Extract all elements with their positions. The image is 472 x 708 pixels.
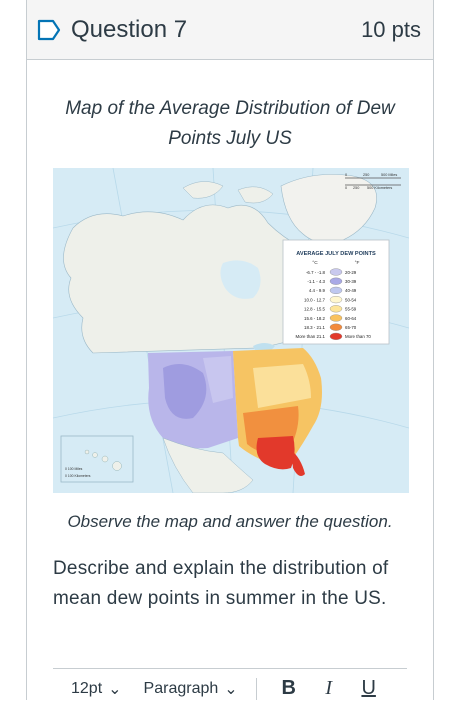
legend-row-celsius: More than 21.1 [295, 334, 325, 340]
legend-row-celsius: 18.3 - 21.1 [304, 325, 325, 330]
legend-row-fahrenheit: More than 70 [345, 334, 371, 340]
legend-row-celsius: -6.7 - -1.8 [305, 269, 325, 275]
svg-text:500 Kilometers: 500 Kilometers [367, 186, 393, 190]
bold-button[interactable]: B [281, 677, 296, 699]
legend-row-fahrenheit: 30-39 [345, 279, 357, 284]
legend-row-celsius: 4.4 - 9.9 [308, 288, 325, 294]
legend-swatch [330, 278, 342, 285]
paragraph-select[interactable] [144, 679, 238, 699]
legend-swatch [330, 269, 342, 276]
italic-button[interactable]: I [325, 677, 332, 699]
svg-text:0: 0 [345, 173, 348, 177]
legend-row-celsius: 12.8 - 15.5 [304, 306, 325, 312]
legend-swatch [330, 305, 342, 312]
legend-row-celsius: -1.1 - 4.3 [307, 279, 325, 284]
chevron-down-icon: ⌄ [108, 680, 122, 698]
font-size-select[interactable] [71, 679, 122, 699]
legend-row-fahrenheit: 40-49 [345, 288, 357, 294]
question-title: Question 7 [71, 15, 188, 43]
legend-unit-f: °F [354, 261, 360, 266]
legend-swatch [330, 287, 342, 294]
dew-point-map [53, 168, 409, 493]
editor-toolbar [53, 668, 407, 708]
legend-row-fahrenheit: 20-29 [345, 269, 357, 275]
legend-unit-c: °C [312, 261, 318, 266]
svg-text:250: 250 [353, 186, 360, 190]
legend-title: AVERAGE JULY DEW POINTS [296, 251, 376, 257]
question-card [26, 0, 434, 700]
svg-text:250: 250 [363, 173, 370, 177]
legend-row-celsius: 15.6 - 18.2 [304, 315, 325, 321]
question-header [27, 0, 433, 60]
question-prompt: Describe and explain the distribution of mean dew points in summer in the US. [53, 558, 389, 609]
svg-text:0: 0 [345, 186, 348, 190]
instruction-text: Observe the map and answer the question. [67, 512, 393, 531]
legend-row-celsius: 10.0 - 12.7 [304, 297, 325, 303]
font-size-value: 12pt [71, 679, 103, 697]
question-points: 10 pts [361, 16, 421, 42]
bookmark-flag-icon[interactable] [37, 19, 61, 41]
dew-point-map-svg [53, 168, 409, 493]
legend-swatch [330, 296, 342, 303]
legend-swatch [330, 333, 342, 340]
chevron-down-icon: ⌄ [224, 680, 238, 698]
legend-row-fahrenheit: 65-70 [345, 325, 357, 330]
legend-row-fahrenheit: 55-59 [345, 306, 357, 312]
underline-button[interactable]: U [361, 677, 376, 699]
toolbar-divider [256, 678, 257, 700]
legend-swatch [330, 315, 342, 322]
svg-text:500 Miles: 500 Miles [381, 173, 398, 177]
inset-scale-miles: 0 100 Miles [65, 467, 83, 471]
inset-scale-km: 0 100 Kilometers [65, 474, 91, 478]
legend-row-fahrenheit: 60-64 [345, 315, 357, 321]
legend-row-fahrenheit: 50-54 [345, 297, 357, 303]
paragraph-value: Paragraph [143, 679, 219, 697]
map-title: Map of the Average Distribution of Dew Points July US [65, 98, 395, 149]
dew-point-legend [283, 240, 389, 344]
legend-swatch [330, 324, 342, 331]
hawaii-inset [61, 436, 133, 482]
question-title-group [37, 16, 187, 44]
